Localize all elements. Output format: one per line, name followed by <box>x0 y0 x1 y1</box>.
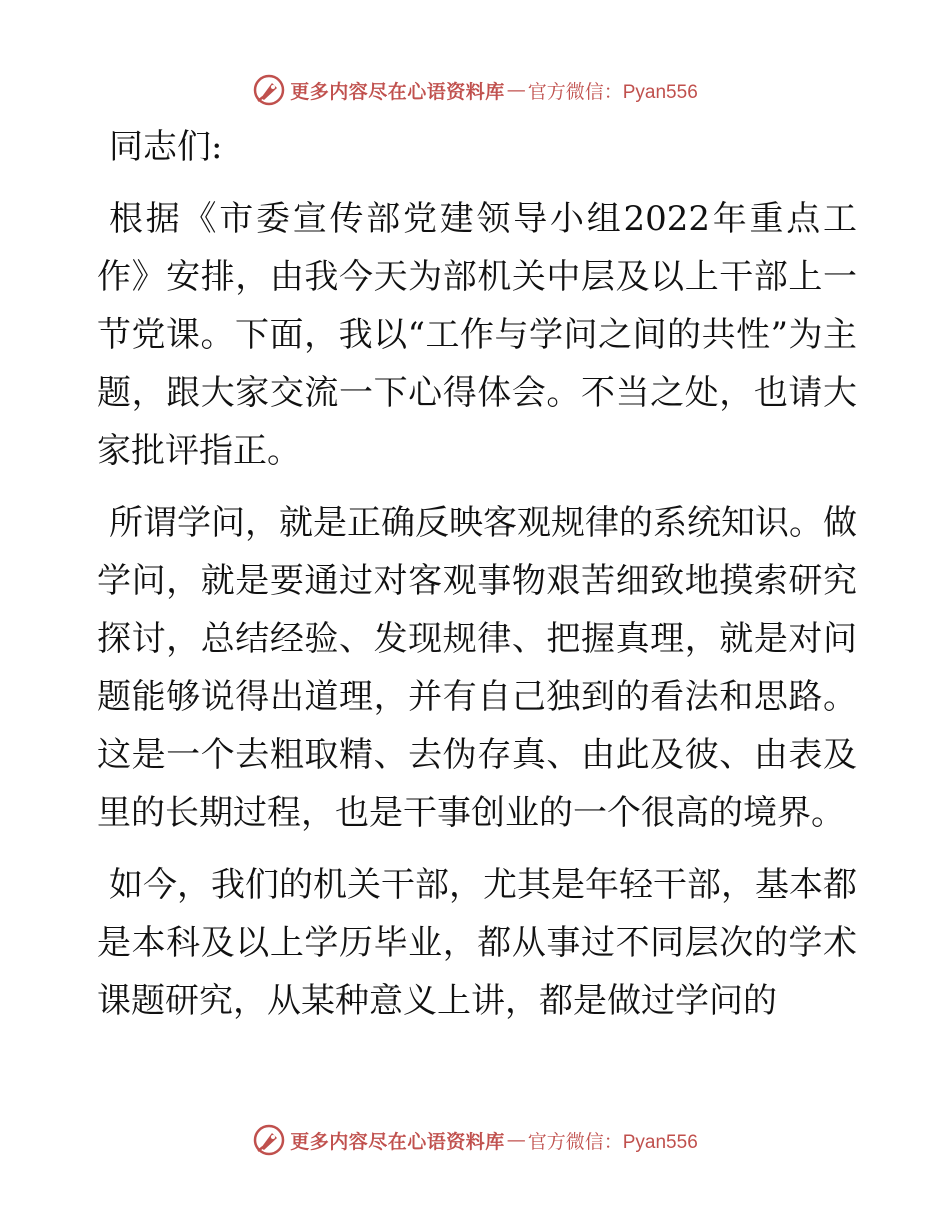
pen-nib-circle-icon <box>252 73 286 107</box>
watermark-wechat-text: 官方微信：Pyan556 <box>527 81 698 103</box>
paragraph: 如今，我们的机关干部，尤其是年轻干部，基本都是本科及以上学历毕业，都从事过不同层次的学术课题研究，从某种意义上讲，都是做过学问的 <box>97 865 857 1021</box>
watermark-separator: — <box>506 1129 526 1151</box>
document-body <box>97 118 857 1044</box>
paragraph: 所谓学问，就是正确反映客观规律的系统知识。做学问，就是要通过对客观事物艰苦细致地摸索研究探讨，总结经验、发现规律、把握真理，就是对问题能够说得出道理，并有自己独到的看法和思路。这是一个去粗取精、去伪存真、由此及彼、由表及里的长期过程，也是干事创业的一个很高的境界。 <box>97 503 857 833</box>
paragraph: 根据《市委宣传部党建领导小组2022年重点工作》安排，由我今天为部机关中层及以上干部上一节党课。下面，我以“工作与学问之间的共性”为主题，跟大家交流一下心得体会。不当之处，也请大家批评指正。 <box>97 199 857 471</box>
watermark-separator: — <box>506 79 526 101</box>
watermark-wechat-text: 官方微信：Pyan556 <box>527 1131 698 1153</box>
watermark-brand-text: 更多内容尽在心语资料库 <box>290 80 505 103</box>
pen-nib-circle-icon <box>252 1123 286 1157</box>
header-watermark <box>0 70 950 110</box>
salutation: 同志们: <box>109 127 223 167</box>
footer-watermark <box>0 1120 950 1160</box>
watermark-brand-text: 更多内容尽在心语资料库 <box>290 1130 505 1153</box>
